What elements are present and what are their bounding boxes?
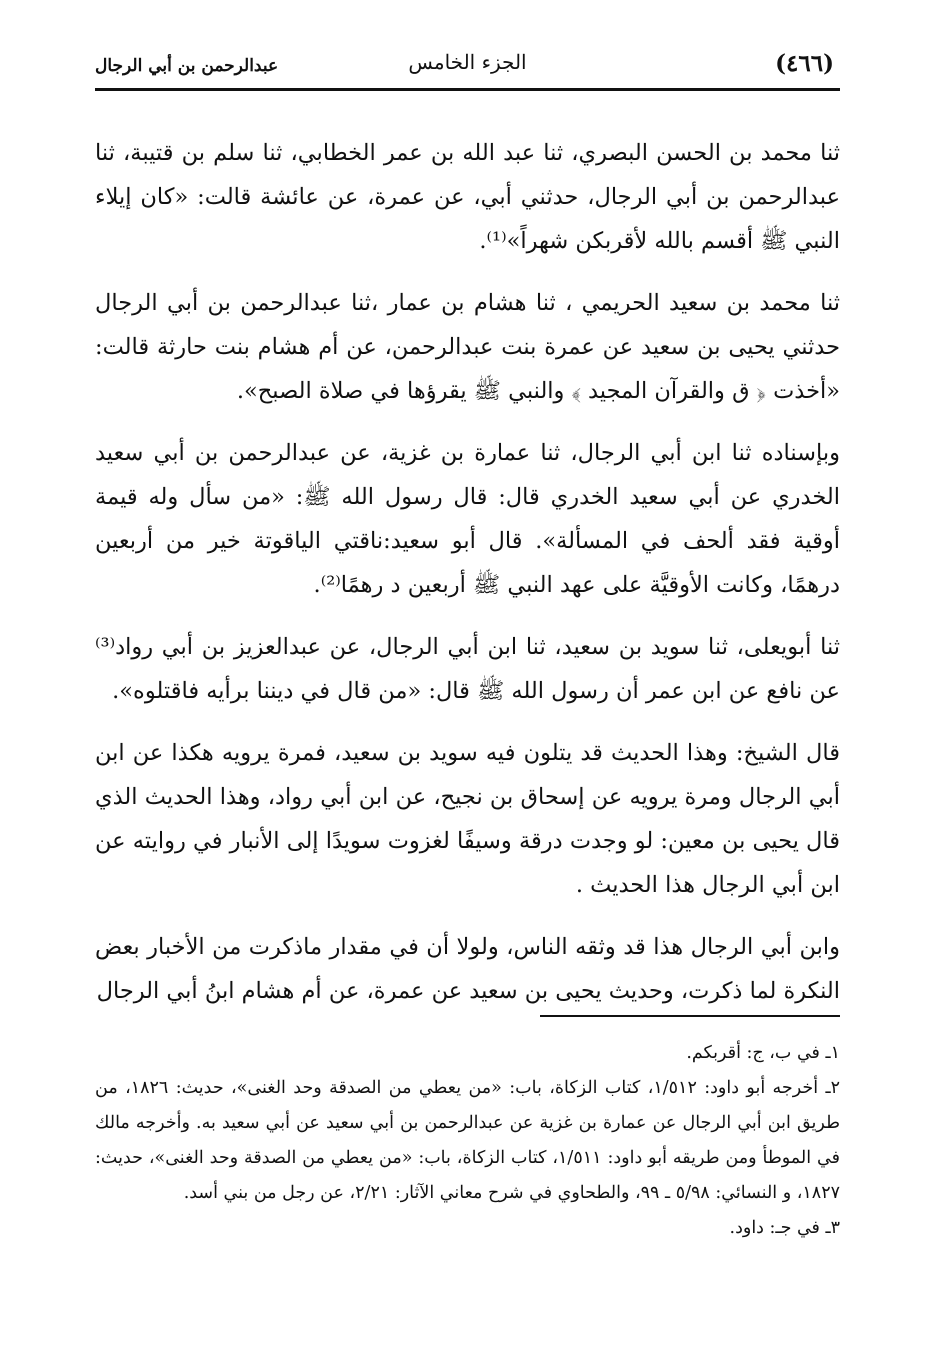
paragraph: ثنا محمد بن الحسن البصري، ثنا عبد الله بن عمر الخطابي، ثنا سلم بن قتيبة، ثنا عبدالرحمن بن أبي الرجال، حدثني أبي، عن عمرة، عن عائشة قالت: «كان إيلاء النبي ﷺ أقسم بالله لأقربكن شهراً»⁽¹⁾.: [95, 140, 840, 254]
footnote: ٢ـ أخرجه أبو داود: ١/٥١٢، كتاب الزكاة، باب: «من يعطي من الصدقة وحد الغنى»، حديث: ١٨٢٦، من طريق ابن أبي الرجال عن عمارة بن غزية عن عبدالرحمن بن أبي سعيد عن أبي سعيد به. وأخرجه مالك في الموطأ ومن طريقه أبو داود: ١/٥١١، كتاب الزكاة، باب: «من يعطي من الصدقة وحد الغنى»، حديث: ١٨٢٧، و النسائي: ٥/٩٨ ـ ٩٩، والطحاوي في شرح معاني الآثار: ٢/٢١، عن رجل من بني أسد.: [95, 1078, 840, 1203]
paragraph: ثنا محمد بن سعيد الحريمي ، ثنا هشام بن عمار ،ثنا عبدالرحمن بن أبي الرجال حدثني يحيى بن سعيد عن عمرة بنت عبدالرحمن، عن أم هشام بنت حارثة قالت: «أخذت ﴿ ق والقرآن المجيد ﴾ والنبي ﷺ يقرؤها في صلاة الصبح».: [95, 290, 840, 404]
page-number: (٤٦٦): [775, 50, 834, 77]
book-page: [95, 40, 840, 1238]
page-header: [95, 40, 840, 91]
paragraph: قال الشيخ: وهذا الحديث قد يتلون فيه سويد بن سعيد، فمرة يرويه هكذا عن ابن أبي الرجال ومرة يرويه عن إسحاق بن نجيح، عن ابن أبي رواد، وهذا الحديث الذي قال يحيى بن معين: لو وجدت درقة وسيفًا لغزوت سويدًا إلى الأنبار في روايته عن ابن أبي الرجال هذا الحديث .: [95, 740, 840, 898]
paragraph: وبإسناده ثنا ابن أبي الرجال، ثنا عمارة بن غزية، عن عبدالرحمن بن أبي سعيد الخدري عن أبي سعيد الخدري قال: قال رسول الله ﷺ: «من سأل وله قيمة أوقية فقد ألحف في المسألة». قال أبو سعيد:ناقتي الياقوتة خير من أربعين درهمًا، وكانت الأوقيَّة على عهد النبي ﷺ أربعين د رهمًا⁽²⁾.: [95, 440, 840, 598]
paragraph: ثنا أبويعلى، ثنا سويد بن سعيد، ثنا ابن أبي الرجال، عن عبدالعزيز بن أبي رواد⁽³⁾عن نافع عن ابن عمر أن رسول الله ﷺ قال: «من قال في ديننا برأيه فاقتلوه».: [95, 634, 840, 704]
part-title: الجزء الخامس: [408, 50, 527, 74]
running-head-narrator: عبدالرحمن بن أبي الرجال: [95, 56, 279, 76]
footnote: ٣ـ في جـ: داود.: [729, 1218, 840, 1238]
footnotes: [95, 1036, 840, 1246]
main-text: [95, 131, 840, 1013]
footnote-separator: [540, 1015, 840, 1017]
paragraph: وابن أبي الرجال هذا قد وثقه الناس، ولولا أن في مقدار ماذكرت من الأخبار بعض النكرة لما ذكرت، وحديث يحيى بن سعيد عن عمرة، عن أم هشام ابنُ أبي الرجال: [95, 934, 840, 1004]
footnote: ١ـ في ب، ج: أقربكم.: [686, 1043, 840, 1063]
